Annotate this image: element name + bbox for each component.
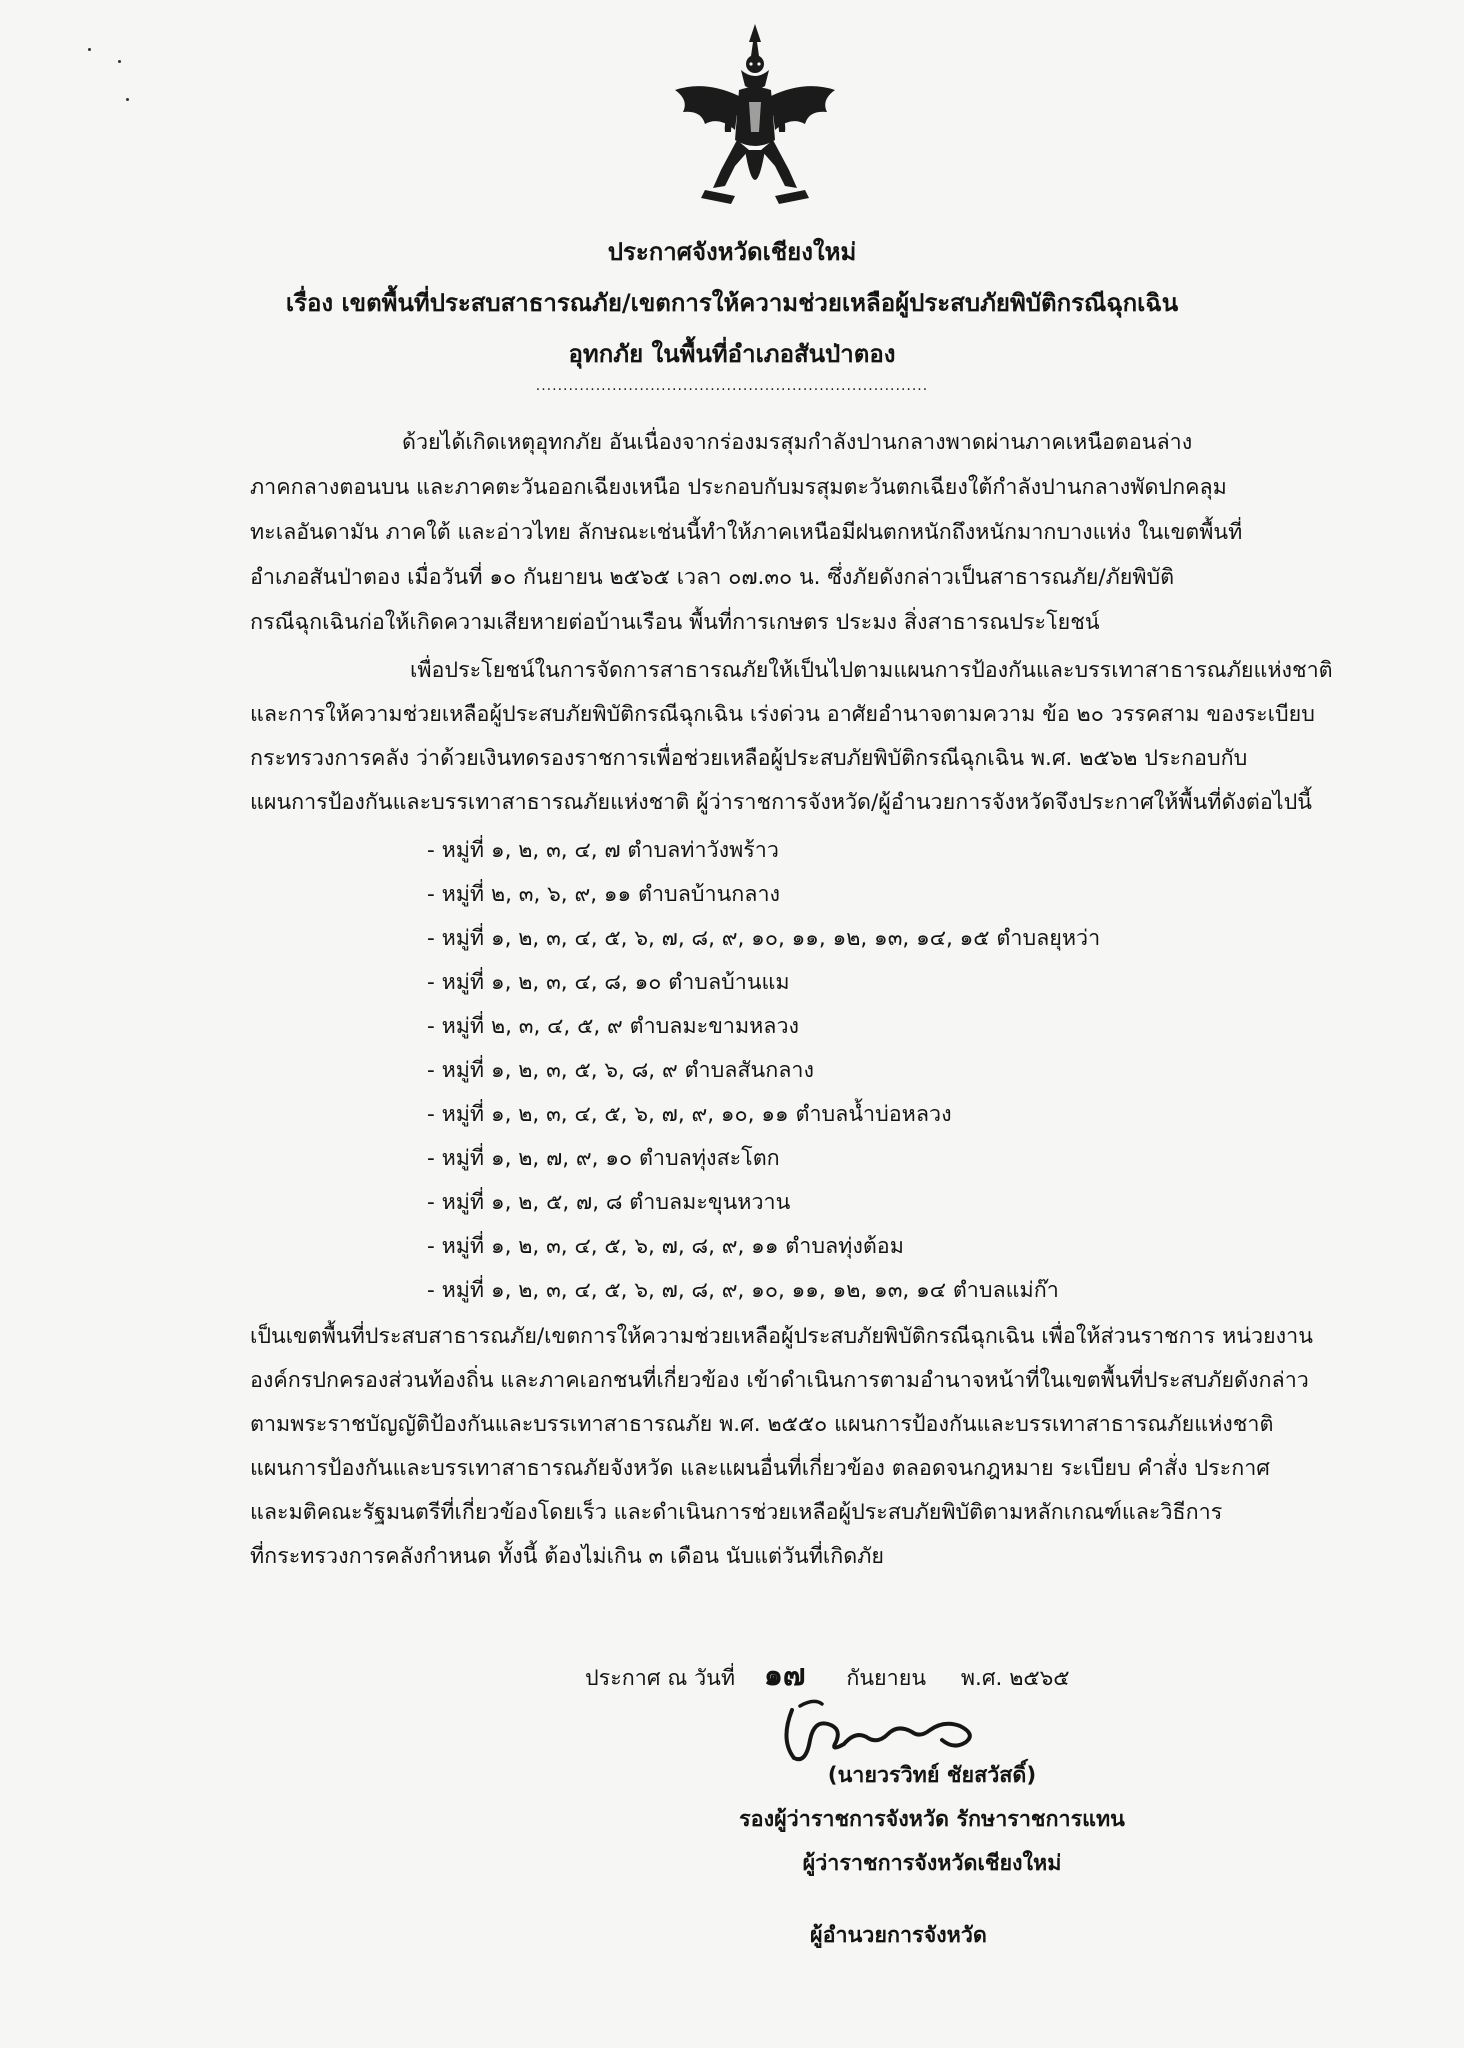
list-item: - หมู่ที่ ๑, ๒, ๓, ๕, ๖, ๘, ๙ ตำบลสันกลาง <box>427 1058 814 1083</box>
list-item: - หมู่ที่ ๑, ๒, ๓, ๔, ๕, ๖, ๗, ๙, ๑๐, ๑๑ ตำบลน้ำบ่อหลวง <box>427 1102 952 1127</box>
list-item: - หมู่ที่ ๑, ๒, ๗, ๙, ๑๐ ตำบลทุ่งสะโตก <box>427 1146 780 1171</box>
para3-line-5: และมติคณะรัฐมนตรีที่เกี่ยวข้องโดยเร็ว และดำเนินการช่วยเหลือผู้ประสบภัยพิบัติตามหลักเกณฑ์และวิธีการ <box>250 1500 1223 1525</box>
list-item: - หมู่ที่ ๑, ๒, ๓, ๔, ๕, ๖, ๗, ๘, ๙, ๑๐, ๑๑, ๑๒, ๑๓, ๑๔, ๑๕ ตำบลยุหว่า <box>427 926 1101 951</box>
date-day-handwritten: ๑๗ <box>763 1658 806 1693</box>
list-item: - หมู่ที่ ๑, ๒, ๓, ๔, ๕, ๖, ๗, ๘, ๙, ๑๐, ๑๑, ๑๒, ๑๓, ๑๔ ตำบลแม่ก๊า <box>427 1278 1059 1303</box>
para2-line-2: และการให้ความช่วยเหลือผู้ประสบภัยพิบัติกรณีฉุกเฉิน เร่งด่วน อาศัยอำนาจตามความ ข้อ ๒๐ วรรคสาม ของระเบียบ <box>250 702 1315 727</box>
document-subject-line-1: เรื่อง เขตพื้นที่ประสบสาธารณภัย/เขตการให้ความช่วยเหลือผู้ประสบภัยพิบัติกรณีฉุกเฉิน <box>285 289 1179 317</box>
list-item: - หมู่ที่ ๑, ๒, ๓, ๔, ๗ ตำบลท่าวังพร้าว <box>427 838 779 863</box>
para3-line-1: เป็นเขตพื้นที่ประสบสาธารณภัย/เขตการให้ความช่วยเหลือผู้ประสบภัยพิบัติกรณีฉุกเฉิน เพื่อให้ส่วนราชการ หน่วยงาน <box>250 1324 1313 1349</box>
list-item: - หมู่ที่ ๑, ๒, ๕, ๗, ๘ ตำบลมะขุนหวาน <box>427 1190 791 1215</box>
list-item: - หมู่ที่ ๒, ๓, ๖, ๙, ๑๑ ตำบลบ้านกลาง <box>427 882 781 907</box>
scan-speck <box>126 98 129 101</box>
garuda-emblem-icon <box>665 20 845 220</box>
para2-line-3: กระทรวงการคลัง ว่าด้วยเงินทดรองราชการเพื่อช่วยเหลือผู้ประสบภัยพิบัติกรณีฉุกเฉิน พ.ศ. ๒๕๖๒ ประกอบกับ <box>250 746 1248 771</box>
signer-name: (นายวรวิทย์ ชัยสวัสดิ์) <box>827 1763 1037 1788</box>
para3-line-4: แผนการป้องกันและบรรเทาสาธารณภัยจังหวัด และแผนอื่นที่เกี่ยวข้อง ตลอดจนกฎหมาย ระเบียบ คำสั่ง ประกาศ <box>250 1456 1270 1481</box>
para1-line-3: ทะเลอันดามัน ภาคใต้ และอ่าวไทย ลักษณะเช่นนี้ทำให้ภาคเหนือมีฝนตกหนักถึงหนักมากบางแห่ง ในเขตพื้นที่ <box>250 520 1243 545</box>
handwritten-signature-icon <box>770 1680 1000 1770</box>
para1-line-1: ด้วยได้เกิดเหตุอุทกภัย อันเนื่องจากร่องมรสุมกำลังปานกลางพาดผ่านภาคเหนือตอนล่าง <box>402 430 1193 455</box>
date-prefix: ประกาศ ณ วันที่ <box>585 1666 736 1691</box>
list-item: - หมู่ที่ ๑, ๒, ๓, ๔, ๕, ๖, ๗, ๘, ๙, ๑๑ ตำบลทุ่งต้อม <box>427 1234 904 1259</box>
para3-line-6: ที่กระทรวงการคลังกำหนด ทั้งนี้ ต้องไม่เกิน ๓ เดือน นับแต่วันที่เกิดภัย <box>250 1544 884 1569</box>
para1-line-5: กรณีฉุกเฉินก่อให้เกิดความเสียหายต่อบ้านเรือน พื้นที่การเกษตร ประมง สิ่งสาธารณประโยชน์ <box>250 610 1100 635</box>
para3-line-2: องค์กรปกครองส่วนท้องถิ่น และภาคเอกชนที่เกี่ยวข้อง เข้าดำเนินการตามอำนาจหน้าที่ในเขตพื้นที่ประสบภัยดังกล่าว <box>250 1368 1309 1393</box>
para1-line-2: ภาคกลางตอนบน และภาคตะวันออกเฉียงเหนือ ประกอบกับมรสุมตะวันตกเฉียงใต้กำลังปานกลางพัดปกคลุม <box>250 475 1227 500</box>
date-year: พ.ศ. ๒๕๖๕ <box>960 1666 1070 1691</box>
para2-line-1: เพื่อประโยชน์ในการจัดการสาธารณภัยให้เป็นไปตามแผนการป้องกันและบรรเทาสาธารณภัยแห่งชาติ <box>410 658 1333 683</box>
document-subject-line-2: อุทกภัย ในพื้นที่อำเภอสันป่าตอง <box>568 340 896 368</box>
scan-speck <box>88 48 91 51</box>
signer-position-2: ผู้ว่าราชการจังหวัดเชียงใหม่ <box>802 1851 1062 1876</box>
separator-line: ........................................................................ <box>535 378 929 394</box>
para1-line-4: อำเภอสันป่าตอง เมื่อวันที่ ๑๐ กันยายน ๒๕๖๕ เวลา ๐๗.๓๐ น. ซึ่งภัยดังกล่าวเป็นสาธารณภัย/ภัยพิบัติ <box>250 565 1175 590</box>
signer-position-3: ผู้อำนวยการจังหวัด <box>810 1923 987 1948</box>
document-title: ประกาศจังหวัดเชียงใหม่ <box>607 238 857 266</box>
scan-speck <box>118 60 121 63</box>
para2-line-4: แผนการป้องกันและบรรเทาสาธารณภัยแห่งชาติ ผู้ว่าราชการจังหวัด/ผู้อำนวยการจังหวัดจึงประกาศให้พื้นที่ดังต่อไปนี้ <box>250 790 1312 815</box>
signer-position-1: รองผู้ว่าราชการจังหวัด รักษาราชการแทน <box>739 1807 1125 1832</box>
para3-line-3: ตามพระราชบัญญัติป้องกันและบรรเทาสาธารณภัย พ.ศ. ๒๕๕๐ แผนการป้องกันและบรรเทาสาธารณภัยแห่งชาติ <box>250 1412 1274 1437</box>
date-month: กันยายน <box>846 1666 927 1691</box>
list-item: - หมู่ที่ ๑, ๒, ๓, ๔, ๘, ๑๐ ตำบลบ้านแม <box>427 970 790 995</box>
list-item: - หมู่ที่ ๒, ๓, ๔, ๕, ๙ ตำบลมะขามหลวง <box>427 1014 800 1039</box>
